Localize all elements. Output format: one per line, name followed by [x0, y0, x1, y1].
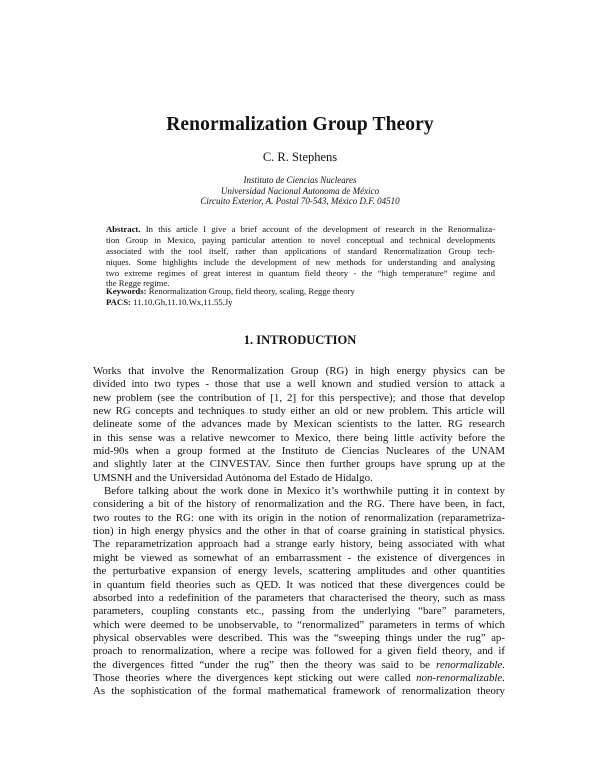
affiliation-line: Universidad Nacional Autonoma de México — [220, 185, 380, 196]
paragraph-line: and slightly later at the CINVESTAV. Since then further groups have sprung up at the — [93, 458, 505, 471]
paragraph-line: which were deemed to be unobservable, to “renormalized” parameters in terms of which — [93, 618, 505, 631]
section-heading — [0, 333, 600, 348]
paragraph-line: The reparametrization approach had a strange early history, being associated with what — [93, 538, 505, 551]
keywords-label: Keywords: — [106, 286, 147, 296]
paragraph-text: Those theories where the divergences kept sticking out were called — [93, 671, 411, 684]
paragraph-line: divided into two types - those that use a well known and studied version to attack a — [93, 378, 505, 391]
paragraph-line: Works that involve the Renormalization Group (RG) in high energy physics can be — [93, 365, 505, 377]
paragraph-line: in quantum field theories such as QED. It was noticed that these divergences could be — [93, 578, 505, 591]
pacs — [106, 297, 495, 307]
abstract-line: two extreme regimes of great interest in quantum field theory - the “high temperature” regime and — [106, 267, 495, 278]
paragraph-line: delineate some of the advances made by Mexican scientists to the latter. RG research — [93, 418, 505, 431]
section-title: INTRODUCTION — [256, 333, 357, 347]
affiliation — [0, 175, 600, 207]
paragraph-line — [93, 672, 505, 685]
paragraph-line: might be viewed as somewhat of an embarrassment - the existence of divergences in — [93, 551, 505, 564]
paragraph-line: physical observables were described. This was the “sweeping things under the rug” ap- — [93, 631, 505, 644]
abstract-line: tion Group in Mexico, paying particular attention to novel conceptual and technical developments — [106, 234, 495, 245]
section-number: 1. — [243, 333, 254, 347]
keywords-value: Renormalization Group, field theory, scaling, Regge theory — [148, 286, 355, 296]
paragraph-text: the divergences fitted “under the rug” then the theory was said to be — [93, 658, 430, 671]
abstract-line: the Regge regime. — [106, 278, 170, 289]
paragraph-line: proach to renormalization, where a recipe was followed for a given field theory, and if — [93, 645, 505, 658]
pacs-label: PACS: — [106, 297, 131, 307]
affiliation-line: Instituto de Ciencias Nucleares — [243, 175, 357, 185]
abstract-text: In this article I give a brief account of the development of research in the Renormaliza- — [145, 224, 496, 234]
emphasis-non-renormalizable: non-renormalizable. — [416, 671, 505, 684]
paragraph-line: Before talking about the work done in Mexico it’s worthwhile putting it in context by — [104, 485, 505, 498]
paragraph-line: absorbed into a redefinition of the parameters that characterised the theory, such as mass — [93, 591, 505, 604]
paragraph-line: tion) in high energy physics and the other in that of coarse graining in statistical physics. — [93, 525, 505, 538]
affiliation-line: Circuito Exterior, A. Postal 70-543, México D.F. 04510 — [200, 196, 400, 207]
paragraph-line: parameters, coupling constants etc., passing from the underlying “bare” parameters, — [93, 605, 505, 618]
paragraph-line: UMSNH and the Universidad Autónoma del Estado de Hidalgo. — [93, 471, 373, 484]
emphasis-renormalizable: renormalizable. — [436, 658, 505, 671]
abstract-line: associated with the tool itself, rather than applications of standard Renormalization Group tech- — [106, 245, 495, 256]
paragraph-line — [93, 659, 505, 672]
paragraph-line: new RG concepts and techniques to study either an old or new problem. This article will — [93, 405, 505, 418]
paragraph-line: two routes to the RG: one with its origin in the notion of renormalization (reparametriza- — [93, 511, 505, 524]
author-name: C. R. Stephens — [262, 150, 338, 164]
pacs-value: 11.10.Gh,11.10.Wx,11.55.Jy — [133, 297, 233, 307]
abstract-label: Abstract. — [106, 224, 141, 234]
abstract-line: niques. Some highlights include the development of new methods for understanding and analysing — [106, 256, 495, 267]
paragraph-line: As the sophistication of the formal mathematical framework of renormalization theory — [93, 685, 505, 698]
abstract — [106, 224, 495, 289]
paragraph-line: considering a bit of the history of renormalization and the RG. There have been, in fact, — [93, 498, 505, 511]
paper-title: Renormalization Group Theory — [166, 114, 434, 135]
paragraph-line: new problem (see the contribution of [1, 2] for this perspective); and those that develop — [93, 391, 505, 404]
abstract-line — [106, 224, 495, 235]
paragraph-line: mid-90s when a group formed at the Instituto de Ciencias Nucleares of the UNAM — [93, 445, 505, 458]
paragraph-line: the perturbative expansion of energy levels, scattering amplitudes and other quantities — [93, 565, 505, 578]
body-text — [93, 365, 505, 699]
keywords — [106, 286, 495, 296]
paragraph-line: in this sense was a relative newcomer to Mexico, there being little activity before the — [93, 431, 505, 444]
